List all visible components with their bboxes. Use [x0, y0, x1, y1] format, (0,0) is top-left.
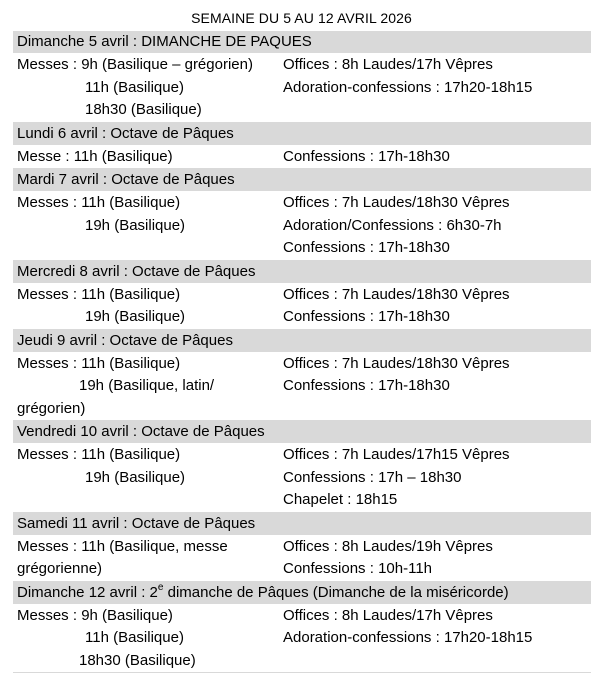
entry-label: Offices	[283, 56, 330, 73]
entry-value: 19h (Basilique, latin/	[79, 377, 215, 394]
day-body	[13, 352, 591, 421]
entry-separator: :	[68, 446, 82, 463]
masses-column	[13, 353, 283, 421]
day-body	[13, 191, 591, 260]
day-header-text: Dimanche 5 avril : DIMANCHE DE PAQUES	[17, 33, 312, 50]
day-header	[13, 169, 591, 191]
entry-label: Confessions	[283, 468, 366, 486]
entry-separator: :	[365, 560, 379, 577]
offices-column	[283, 284, 591, 329]
day-header	[13, 330, 591, 352]
day-header-text: Dimanche 12 avril : 2	[17, 583, 158, 601]
mass-line	[17, 284, 283, 307]
day-block	[13, 330, 591, 422]
entry-label: Confessions	[283, 560, 366, 577]
day-header-rest: dimanche de Pâques (Dimanche de la miséricorde)	[163, 583, 509, 601]
entry-separator: :	[68, 606, 82, 624]
entry-value: 8h Laudes/17h Vêpres	[341, 606, 493, 624]
mass-line	[17, 398, 283, 421]
mass-line	[17, 650, 283, 673]
entry-value: 8h Laudes/19h Vêpres	[341, 537, 493, 555]
day-block	[13, 261, 591, 330]
day-header	[13, 261, 591, 283]
entry-value: 17h20-18h15	[443, 78, 533, 96]
entry-separator: :	[365, 308, 379, 325]
entry-separator: :	[365, 377, 379, 394]
entry-label: Adoration-confessions	[283, 78, 432, 96]
entry-label: Messe	[17, 147, 62, 165]
entry-value: grégorien)	[17, 399, 86, 417]
mass-line	[17, 627, 283, 650]
entry-value: 7h Laudes/17h15 Vêpres	[341, 446, 510, 463]
entry-value: 10h-11h	[378, 560, 432, 577]
entry-value: 11h (Basilique)	[85, 78, 184, 96]
entry-label: Messes	[17, 194, 69, 211]
entry-value: 11h (Basilique)	[81, 194, 181, 211]
entry-value: 6h30-7h	[446, 216, 502, 234]
office-line	[283, 375, 591, 398]
day-block	[13, 31, 591, 123]
office-line	[283, 353, 591, 376]
entry-separator: :	[343, 491, 356, 508]
mass-line	[17, 467, 283, 490]
masses-column	[13, 146, 283, 169]
mass-line	[17, 444, 283, 467]
day-header-superscript: e	[157, 581, 164, 593]
masses-column	[13, 192, 283, 260]
day-header-text: Jeudi 9 avril : Octave de Pâques	[17, 331, 233, 349]
entry-label: Offices	[283, 285, 330, 303]
masses-column	[13, 444, 283, 512]
entry-separator: :	[329, 537, 342, 555]
entry-separator: :	[365, 147, 379, 165]
day-header-text: Mercredi 8 avril : Octave de Pâques	[17, 262, 256, 280]
entry-value: 11h (Basilique)	[81, 285, 181, 303]
office-line	[283, 237, 591, 260]
entry-separator: :	[329, 354, 342, 372]
entry-separator: :	[329, 285, 342, 303]
entry-value: 9h (Basilique)	[81, 606, 173, 624]
offices-column	[283, 536, 591, 581]
office-line	[283, 605, 591, 628]
entry-value: 17h20-18h15	[443, 629, 533, 646]
entry-separator: :	[68, 537, 82, 555]
office-line	[283, 536, 591, 559]
entry-label: Offices	[283, 446, 330, 463]
masses-column	[13, 605, 283, 673]
mass-line	[17, 146, 283, 169]
entry-label: Messes	[17, 537, 69, 555]
entry-label: Messes	[17, 606, 69, 624]
entry-separator: :	[365, 239, 379, 256]
mass-line	[17, 192, 283, 215]
entry-label: Adoration-confessions	[283, 629, 432, 646]
entry-label: Offices	[283, 194, 330, 211]
day-header	[13, 513, 591, 535]
entry-label: Messes	[17, 354, 69, 372]
entry-label: Messes	[17, 446, 69, 463]
entry-separator: :	[365, 468, 379, 486]
entry-label: Confessions	[283, 308, 366, 325]
entry-label: Adoration/Confessions	[283, 216, 434, 234]
entry-label: Offices	[283, 354, 330, 372]
entry-value: 19h (Basilique)	[85, 308, 186, 325]
offices-column	[283, 54, 591, 122]
entry-separator: :	[68, 194, 82, 211]
page-title: SEMAINE DU 5 AU 12 AVRIL 2026	[191, 10, 412, 26]
entry-separator: :	[329, 194, 342, 211]
entry-value: 18h30 (Basilique)	[85, 101, 202, 118]
mass-line	[17, 558, 283, 581]
entry-separator: :	[433, 216, 447, 234]
offices-column	[283, 146, 591, 169]
entry-separator: :	[329, 56, 342, 73]
entry-value: 17h-18h30	[378, 239, 450, 256]
entry-label: Chapelet	[283, 491, 344, 508]
entry-label: Confessions	[283, 147, 366, 165]
mass-line	[17, 375, 283, 398]
mass-line	[17, 306, 283, 329]
entry-label: Confessions	[283, 239, 366, 256]
mass-line	[17, 77, 283, 100]
day-header	[13, 31, 591, 53]
office-line	[283, 627, 591, 650]
entry-separator: :	[431, 629, 444, 646]
weekly-schedule	[13, 31, 591, 673]
day-header-text: Vendredi 10 avril : Octave de Pâques	[17, 423, 265, 440]
office-line	[283, 192, 591, 215]
entry-value: 11h (Basilique)	[85, 629, 184, 646]
entry-value: 18h30 (Basilique)	[79, 651, 196, 669]
day-body	[13, 53, 591, 122]
entry-separator: :	[61, 147, 74, 165]
entry-value: 19h (Basilique)	[85, 216, 186, 234]
entry-value: 7h Laudes/18h30 Vêpres	[341, 285, 510, 303]
entry-value: 17h – 18h30	[378, 468, 462, 486]
office-line	[283, 54, 591, 77]
day-body	[13, 604, 591, 673]
day-header	[13, 123, 591, 145]
entry-separator: :	[68, 354, 82, 372]
day-body	[13, 283, 591, 329]
mass-line	[17, 54, 283, 77]
day-header-text: Mardi 7 avril : Octave de Pâques	[17, 171, 235, 188]
entry-value: 17h-18h30	[378, 308, 450, 325]
entry-separator: :	[68, 285, 82, 303]
entry-value: 11h (Basilique)	[81, 354, 181, 372]
day-body	[13, 145, 591, 169]
day-header-text: Samedi 11 avril : Octave de Pâques	[17, 514, 256, 532]
entry-separator: :	[329, 606, 342, 624]
entry-value: 11h (Basilique)	[73, 147, 173, 165]
day-block	[13, 123, 591, 170]
offices-column	[283, 605, 591, 673]
masses-column	[13, 536, 283, 581]
entry-label: Offices	[283, 606, 330, 624]
entry-label: Messes	[17, 56, 69, 73]
office-line	[283, 467, 591, 490]
office-line	[283, 284, 591, 307]
office-line	[283, 558, 591, 581]
masses-column	[13, 284, 283, 329]
entry-value: 11h (Basilique)	[81, 446, 181, 463]
day-block	[13, 169, 591, 261]
office-line	[283, 489, 591, 512]
office-line	[283, 444, 591, 467]
day-block	[13, 582, 591, 674]
office-line	[283, 146, 591, 169]
day-header	[13, 582, 591, 604]
entry-value: 9h (Basilique – grégorien)	[81, 56, 253, 73]
day-header-text: Lundi 6 avril : Octave de Pâques	[17, 124, 234, 142]
office-line	[283, 77, 591, 100]
offices-column	[283, 353, 591, 421]
entry-label: Messes	[17, 285, 69, 303]
mass-line	[17, 536, 283, 559]
entry-separator: :	[68, 56, 82, 73]
entry-label: Offices	[283, 537, 330, 555]
entry-separator: :	[329, 446, 342, 463]
entry-label: Confessions	[283, 377, 366, 394]
entry-separator: :	[431, 78, 444, 96]
mass-line	[17, 605, 283, 628]
office-line	[283, 306, 591, 329]
day-body	[13, 443, 591, 512]
entry-value: 7h Laudes/18h30 Vêpres	[341, 194, 510, 211]
day-body	[13, 535, 591, 581]
offices-column	[283, 444, 591, 512]
entry-value: 17h-18h30	[378, 377, 450, 394]
mass-line	[17, 215, 283, 238]
day-block	[13, 513, 591, 582]
offices-column	[283, 192, 591, 260]
entry-value: 17h-18h30	[378, 147, 450, 165]
entry-value: 7h Laudes/18h30 Vêpres	[341, 354, 510, 372]
entry-value: 18h15	[355, 491, 398, 508]
masses-column	[13, 54, 283, 122]
day-block	[13, 421, 591, 513]
entry-value: 19h (Basilique)	[85, 468, 186, 486]
mass-line	[17, 99, 283, 122]
entry-value: grégorienne)	[17, 560, 103, 577]
day-header	[13, 421, 591, 443]
mass-line	[17, 353, 283, 376]
office-line	[283, 215, 591, 238]
entry-value: 8h Laudes/17h Vêpres	[341, 56, 493, 73]
entry-value: 11h (Basilique, messe	[81, 537, 228, 555]
